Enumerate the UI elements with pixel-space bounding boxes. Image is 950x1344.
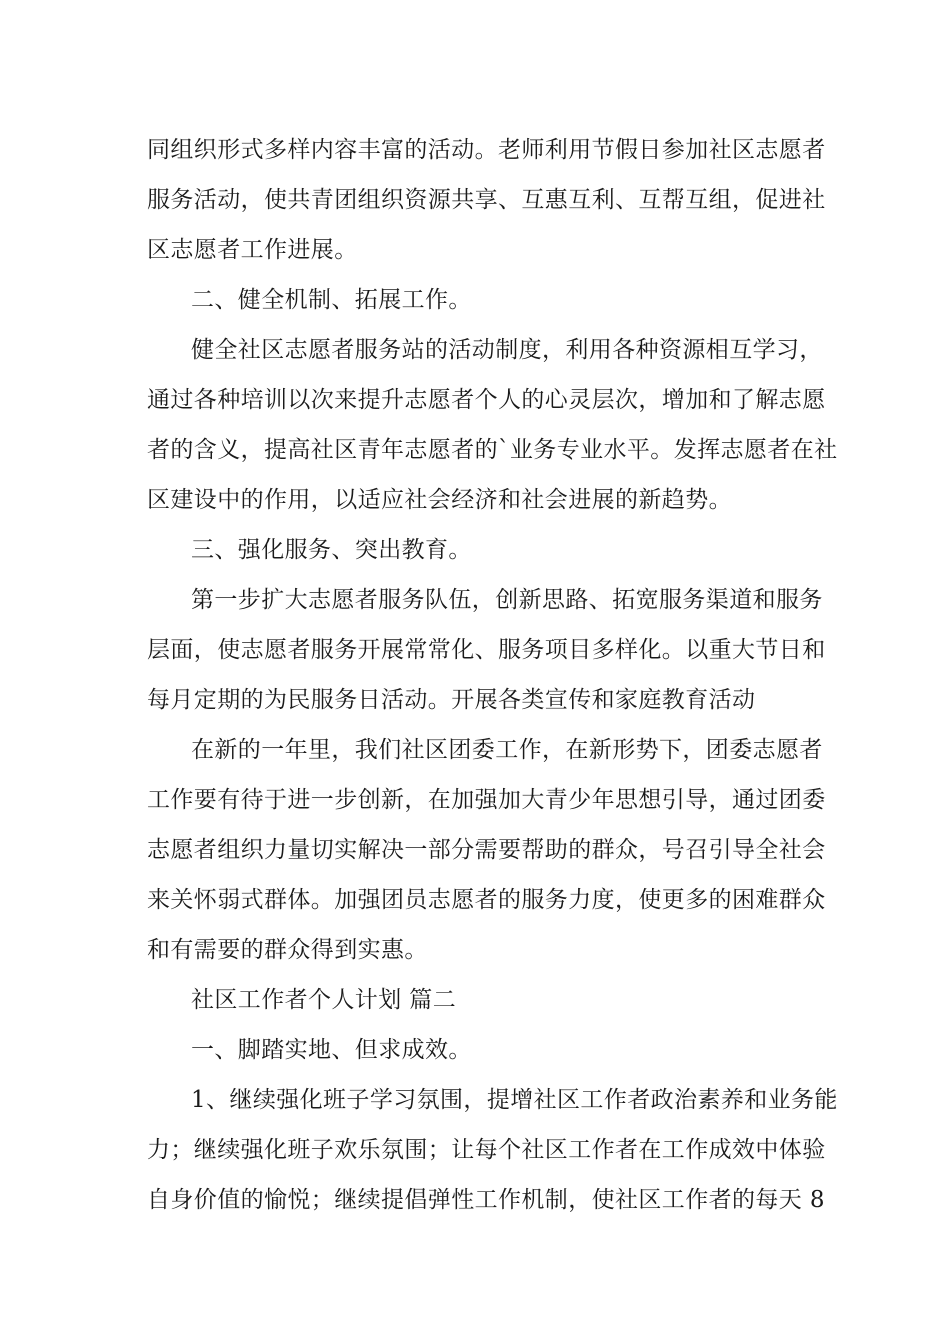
section-heading: 三、强化服务、突出教育。 [191, 537, 472, 563]
section-heading: 一、脚踏实地、但求成效。 [191, 1037, 472, 1063]
text-line: 1、继续强化班子学习氛围，提增社区工作者政治素养和业务能 [191, 1087, 838, 1113]
text-line: 者的含义，提高社区青年志愿者的`业务专业水平。发挥志愿者在社 [147, 437, 838, 463]
text-line: 志愿者组织力量切实解决一部分需要帮助的群众，号召引导全社会 [147, 837, 826, 863]
text-line: 力；继续强化班子欢乐氛围；让每个社区工作者在工作成效中体验 [147, 1137, 826, 1163]
section-title: 社区工作者个人计划 篇二 [191, 987, 457, 1013]
text-line: 工作要有待于进一步创新，在加强加大青少年思想引导，通过团委 [147, 787, 826, 813]
text-line: 同组织形式多样内容丰富的活动。老师利用节假日参加社区志愿者 [147, 137, 826, 163]
text-line: 在新的一年里，我们社区团委工作，在新形势下，团委志愿者 [191, 737, 823, 763]
text-line: 每月定期的为民服务日活动。开展各类宣传和家庭教育活动 [147, 687, 756, 713]
text-line: 第一步扩大志愿者服务队伍，创新思路、拓宽服务渠道和服务 [191, 587, 823, 613]
text-line: 区建设中的作用，以适应社会经济和社会进展的新趋势。 [147, 487, 732, 513]
text-line: 来关怀弱式群体。加强团员志愿者的服务力度，使更多的困难群众 [147, 887, 826, 913]
text-line: 自身价值的愉悦；继续提倡弹性工作机制，使社区工作者的每天 8 [147, 1187, 825, 1213]
text-line: 和有需要的群众得到实惠。 [147, 937, 428, 963]
text-line: 区志愿者工作进展。 [147, 237, 358, 263]
text-line: 健全社区志愿者服务站的活动制度，利用各种资源相互学习， [191, 337, 823, 363]
text-line: 服务活动，使共青团组织资源共享、互惠互利、互帮互组，促进社 [147, 187, 826, 213]
text-line: 通过各种培训以次来提升志愿者个人的心灵层次，增加和了解志愿 [147, 387, 826, 413]
section-heading: 二、健全机制、拓展工作。 [191, 287, 472, 313]
text-line: 层面，使志愿者服务开展常常化、服务项目多样化。以重大节日和 [147, 637, 826, 663]
